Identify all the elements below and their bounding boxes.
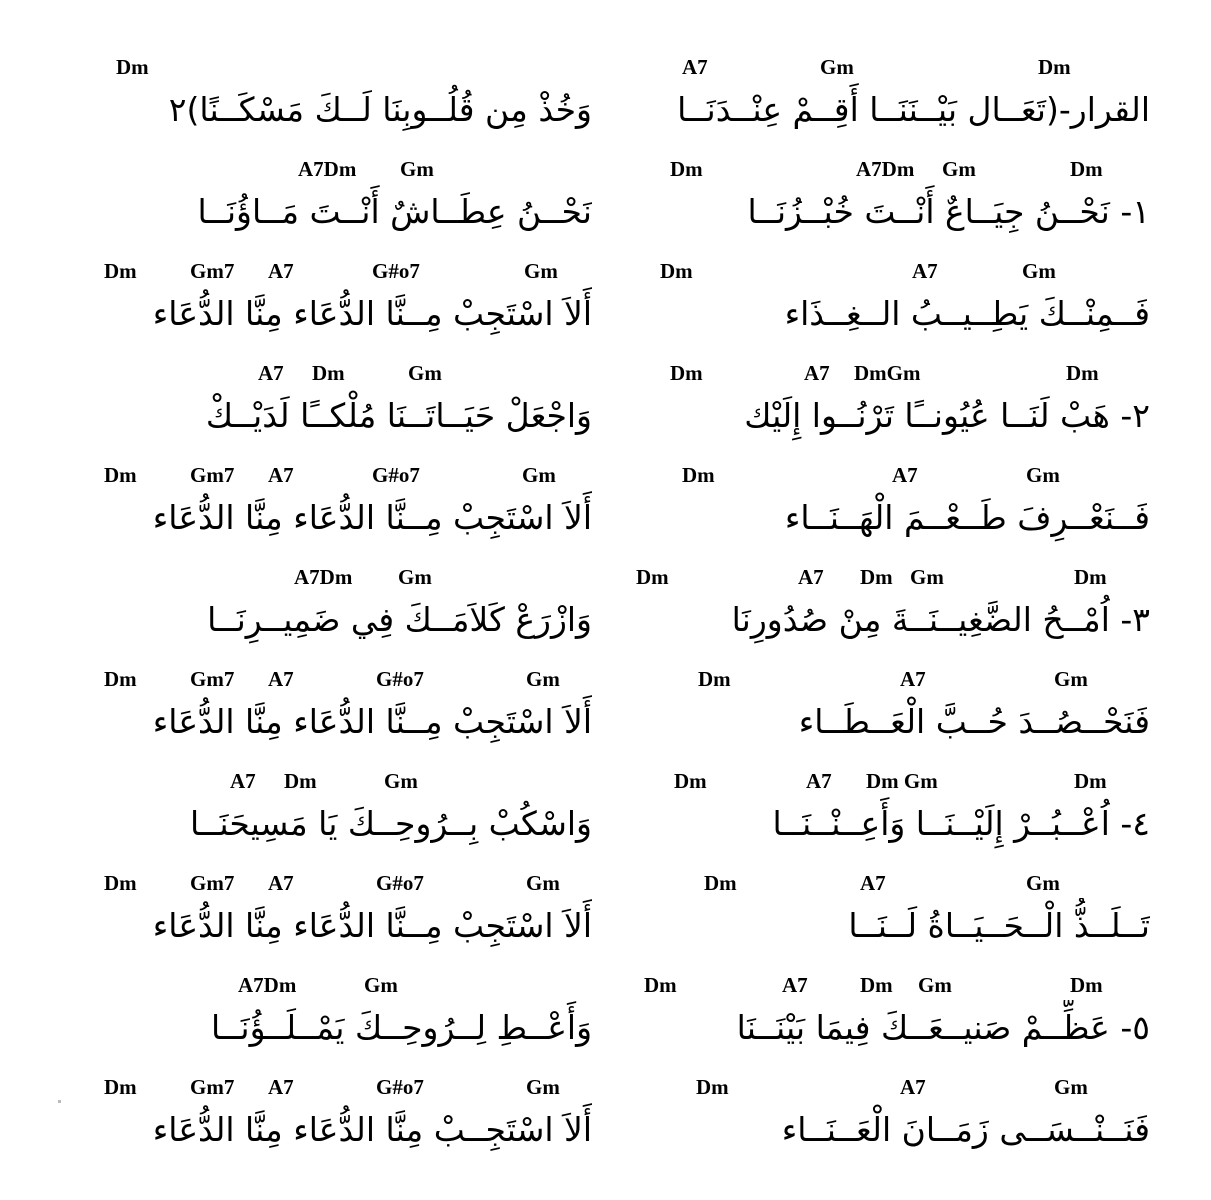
chord: Gm xyxy=(408,361,442,385)
chord-line xyxy=(72,970,592,1000)
chord: Dm xyxy=(284,769,317,793)
chord: Gm xyxy=(400,157,434,181)
chord: Gm xyxy=(942,157,976,181)
chord: Gm xyxy=(526,871,560,895)
chord: Dm xyxy=(1038,55,1071,79)
verse-4-line-1 xyxy=(630,766,1150,868)
chord: A7Dm xyxy=(238,973,297,997)
chord-line xyxy=(72,664,592,694)
scan-speck xyxy=(58,1100,61,1103)
lyric-line: أَلاَ اسْتَجِبْ مِــنَّا الدُّعَاء مِنَّا الدُّعَاء xyxy=(152,702,592,741)
verse-4-line-2 xyxy=(630,868,1150,970)
chord: Gm xyxy=(524,259,558,283)
lyric-line: فَنَحْــصُــدَ حُــبَّ الْعَــطَــاء xyxy=(798,702,1150,741)
chord-line xyxy=(630,52,1150,82)
chord: G#o7 xyxy=(372,463,420,487)
chord: Dm xyxy=(682,463,715,487)
verse-1-line-2 xyxy=(630,256,1150,358)
chord-line xyxy=(630,664,1150,694)
chord: Gm xyxy=(398,565,432,589)
chord: A7 xyxy=(782,973,808,997)
chord: Gm xyxy=(384,769,418,793)
chord: A7 xyxy=(230,769,256,793)
chord-line xyxy=(72,868,592,898)
chord: Dm xyxy=(670,157,703,181)
chord-line xyxy=(630,562,1150,592)
chord: Dm xyxy=(636,565,669,589)
lyric-line: ١- نَحْــنُ جِيَــاعٌ أَنْــتَ خُبْــزُنَــا xyxy=(747,192,1150,231)
chord-line xyxy=(630,868,1150,898)
chord: A7 xyxy=(258,361,284,385)
chord-line xyxy=(630,460,1150,490)
lyric-line: فَنَــنْــسَــى زَمَــانَ الْعَــنَــاء xyxy=(781,1110,1150,1149)
lyric-line: فَــنَعْــرِفَ طَــعْــمَ الْهَــنَــاء xyxy=(784,498,1150,537)
chord: A7 xyxy=(268,667,294,691)
verse-3-line-1-left xyxy=(72,562,592,664)
chord-line xyxy=(72,52,592,82)
lyric-line: ٢- هَبْ لَنَــا عُيُونــًا تَرْنُــوا إِلَيْك xyxy=(744,396,1150,435)
chord: Dm xyxy=(704,871,737,895)
chord-line xyxy=(630,358,1150,388)
chord: Dm xyxy=(312,361,345,385)
verse-2-line-1 xyxy=(630,358,1150,460)
verse-1-line-2-left xyxy=(72,256,592,358)
lyric-line: وَخُذْ مِن قُلُــوبِنَا لَــكَ مَسْكَــنًا)٢ xyxy=(168,90,592,129)
chord: Dm Gm xyxy=(866,769,938,793)
chord: Dm xyxy=(698,667,731,691)
verse-1-line-1-left xyxy=(72,154,592,256)
lyric-line: تَــلَــذُّ الْــحَــيَــاةُ لَــنَــا xyxy=(848,906,1150,945)
chord: Dm xyxy=(104,871,137,895)
lyric-line: فَــمِنْــكَ يَطِــيــبُ الــغِــذَاء xyxy=(784,294,1150,333)
chord: Gm xyxy=(522,463,556,487)
chord: A7 xyxy=(268,1075,294,1099)
chord: Gm xyxy=(910,565,944,589)
lyric-line: ٤- اُعْــبُــرْ إِلَيْــنَــا وَأَعِــنْــنَــا xyxy=(772,804,1150,843)
chord: A7 xyxy=(900,1075,926,1099)
verse-5-line-1 xyxy=(630,970,1150,1072)
lyric-line: القرار-(تَعَــال بَيْــنَنَــا أَقِــمْ عِنْــدَنَــا xyxy=(677,90,1150,129)
chord: Dm xyxy=(1070,157,1103,181)
chord: Dm xyxy=(104,667,137,691)
chord: Gm7 xyxy=(190,871,235,895)
chord: Gm xyxy=(1026,463,1060,487)
chord: A7 xyxy=(892,463,918,487)
verse-2-line-2 xyxy=(630,460,1150,562)
chord: A7 xyxy=(806,769,832,793)
lyric-line: وَاجْعَلْ حَيَــاتَــنَا مُلْكــًا لَدَيْــكْ xyxy=(205,396,592,435)
lyric-line: أَلاَ اسْتَجِبْ مِــنَّا الدُّعَاء مِنَّا الدُّعَاء xyxy=(152,906,592,945)
chord: Dm xyxy=(644,973,677,997)
chord-line xyxy=(72,460,592,490)
chord: Dm xyxy=(104,463,137,487)
chord-line xyxy=(72,766,592,796)
chord: Gm7 xyxy=(190,463,235,487)
chord: A7 xyxy=(912,259,938,283)
lyric-line: وَاسْكُبْ بِــرُوحِــكَ يَا مَسِيحَنَــا xyxy=(189,804,592,843)
chord: Dm xyxy=(104,1075,137,1099)
chord: Dm xyxy=(860,973,893,997)
chord: Gm7 xyxy=(190,259,235,283)
chord: Gm xyxy=(364,973,398,997)
chord: Gm xyxy=(526,667,560,691)
chord: Dm xyxy=(1074,769,1107,793)
chord: Dm xyxy=(104,259,137,283)
left-column xyxy=(72,52,592,1174)
chord: Dm xyxy=(1066,361,1099,385)
chord: Dm xyxy=(674,769,707,793)
verse-5-line-1-left xyxy=(72,970,592,1072)
chord: Dm xyxy=(1070,973,1103,997)
lyric-line: وَأَعْــطِ لِــرُوحِــكَ يَمْــلَــؤُنَــا xyxy=(211,1008,592,1047)
chord: A7Dm xyxy=(856,157,915,181)
chord-line xyxy=(72,562,592,592)
verse-2-line-2-left xyxy=(72,460,592,562)
chord-line xyxy=(630,154,1150,184)
chord: A7 xyxy=(798,565,824,589)
chord: Gm xyxy=(1022,259,1056,283)
verse-5-line-2 xyxy=(630,1072,1150,1174)
lyric-line: ٥- عَظِّــمْ صَنيــعَــكَ فِيمَا بَيْنَــنَا xyxy=(736,1008,1150,1047)
lyric-line: وَازْرَعْ كَلاَمَــكَ فِي ضَمِيــرِنَــا xyxy=(207,600,592,639)
lyric-line: أَلاَ اسْتَجِبْ مِــنَّا الدُّعَاء مِنَّا الدُّعَاء xyxy=(152,294,592,333)
verse-2-line-1-left xyxy=(72,358,592,460)
verse-1-line-1 xyxy=(630,154,1150,256)
verse-4-line-1-left xyxy=(72,766,592,868)
chord: A7Dm xyxy=(298,157,357,181)
verse-4-line-2-left xyxy=(72,868,592,970)
chord: A7 xyxy=(860,871,886,895)
verse-3-line-2-left xyxy=(72,664,592,766)
chord: Gm xyxy=(1054,667,1088,691)
chord: Gm xyxy=(526,1075,560,1099)
chord-line xyxy=(72,358,592,388)
chord-line xyxy=(72,154,592,184)
lyric-line: نَحْــنُ عِطَــاشٌ أَنْــتَ مَــاؤُنَــا xyxy=(197,192,592,231)
verse-5-line-2-left xyxy=(72,1072,592,1174)
refrain-right xyxy=(630,52,1150,154)
chord: Dm xyxy=(860,565,893,589)
chord: Gm xyxy=(918,973,952,997)
chord-line xyxy=(630,1072,1150,1102)
chord: Dm xyxy=(660,259,693,283)
chord: A7 xyxy=(900,667,926,691)
lyric-line: أَلاَ اسْتَجِــبْ مِنَّا الدُّعَاء مِنَّا الدُّعَاء xyxy=(152,1110,592,1149)
chord: Gm7 xyxy=(190,667,235,691)
right-column xyxy=(630,52,1150,1174)
chord: Gm xyxy=(1054,1075,1088,1099)
chord: Dm xyxy=(1074,565,1107,589)
chord-line xyxy=(630,256,1150,286)
chord: Dm xyxy=(696,1075,729,1099)
chord: DmGm xyxy=(854,361,921,385)
chord: A7 xyxy=(804,361,830,385)
chord-line xyxy=(630,970,1150,1000)
refrain-left xyxy=(72,52,592,154)
chord: A7 xyxy=(268,259,294,283)
chord: A7 xyxy=(268,871,294,895)
chord: Gm7 xyxy=(190,1075,235,1099)
chord: G#o7 xyxy=(376,667,424,691)
chord-line xyxy=(72,256,592,286)
chord: A7Dm xyxy=(294,565,353,589)
verse-3-line-2 xyxy=(630,664,1150,766)
chord: Dm xyxy=(116,55,149,79)
chord: G#o7 xyxy=(376,871,424,895)
verse-3-line-1 xyxy=(630,562,1150,664)
chord: Dm xyxy=(670,361,703,385)
chord: Gm xyxy=(820,55,854,79)
chord-line xyxy=(72,1072,592,1102)
lyric-line: ٣- اُمْــحُ الضَّغِيــنَــةَ مِنْ صُدُورِنَا xyxy=(731,600,1150,639)
chord: G#o7 xyxy=(372,259,420,283)
chord: G#o7 xyxy=(376,1075,424,1099)
lyric-line: أَلاَ اسْتَجِبْ مِــنَّا الدُّعَاء مِنَّا الدُّعَاء xyxy=(152,498,592,537)
chord: A7 xyxy=(268,463,294,487)
chord-line xyxy=(630,766,1150,796)
chord: Gm xyxy=(1026,871,1060,895)
chord: A7 xyxy=(682,55,708,79)
